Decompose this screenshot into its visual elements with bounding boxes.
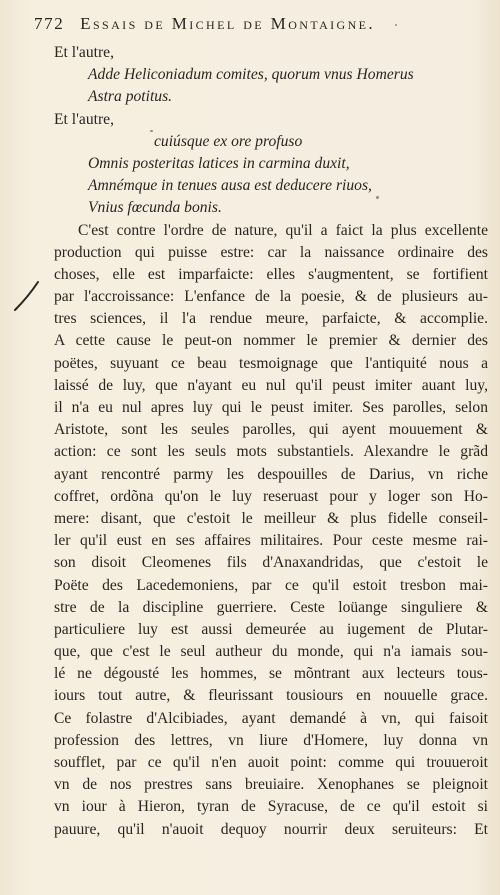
prose-line: choses, elle est imparfaicte: elles s'augmentent, se fortifient [54, 265, 488, 283]
running-head [34, 14, 486, 34]
prose-line: par l'accroissance: L'enfance de la poesie, & de plusieurs au- [54, 288, 488, 306]
prose-line: Ce folastre d'Alcibiades, ayant demandé à vn, qui faisoit [54, 709, 488, 727]
prose-line: tres sciences, il l'a rendue meure, parfaicte, & accomplie. [54, 310, 488, 328]
prose-line: il n'a eu nul apres luy qui le peust imiter. Ses parolles, selon [54, 399, 488, 416]
verse-line: Astra potitus. [88, 88, 173, 106]
verse-line: Adde Heliconiadum comites, quorum vnus Homerus [88, 66, 414, 84]
running-title: Essais de Michel de Montaigne. [80, 14, 376, 33]
prose-line: son disoit Cleomenes fils d'Anaxandridas, que c'estoit le [54, 554, 488, 572]
prose-line: C'est contre l'ordre de nature, qu'il a faict la plus excellente [78, 221, 488, 239]
prose-line: lé ne dégousté les hommes, se mõntrant aux lecteurs tous- [54, 665, 488, 683]
verse-intro: Et l'autre, [54, 110, 114, 128]
prose-line: vn de nos prestres sans breuiaire. Xenophanes se pleignoit [54, 776, 488, 794]
prose-line: ayant rencontré parmy les despouilles de Darius, vn riche [54, 465, 488, 483]
prose-line: pauure, qu'il n'auoit dequoy nourrir deux seruiteurs: Et [54, 820, 488, 838]
verse-line: Omnis posteritas latices in carmina duxit, [88, 154, 350, 172]
handwritten-slash-mark-icon [12, 279, 42, 313]
prose-line: Poëte des Lacedemoniens, par ce qu'il estoit tresbon mai- [54, 576, 488, 594]
prose-line: A cette cause le peut-on nommer le premier & dernier des [54, 332, 488, 350]
page-number: 772 [34, 14, 65, 33]
prose-paragraph [54, 220, 488, 841]
verse-line: Amnémque in tenues ausa est deducere riuos, [88, 177, 372, 195]
prose-line: vn iour à Hieron, tyran de Syracuse, de ce qu'il estoit si [54, 798, 488, 816]
prose-line: iours tout autre, & fleurissant tousiours en nouuelle grace. [54, 687, 488, 705]
page-body [54, 42, 488, 841]
prose-line: action: ce sont les seuls mots substantiels. Alexandre le grãd [54, 443, 488, 461]
prose-line: soufflet, par ce qu'il n'en auoit point: comme qui trouueroit [54, 754, 488, 771]
prose-line: production qui puisse estre: car la naissance ordinaire des [54, 243, 488, 261]
prose-line: profession des lettres, vn liure d'Homere, luy donna vn [54, 731, 488, 749]
prose-line: mere: disant, que c'estoit le meilleur & plus fidelle conseil- [54, 509, 488, 527]
prose-line: Aristote, sont les seules parolles, qui ayent mouuement & [54, 421, 488, 439]
prose-line: poëtes, suyuant ce beau tesmoignage que l'antiquité nous a [54, 354, 488, 372]
prose-line: laissé de luy, que n'ayant eu nul qu'il peust imiter auant luy, [54, 376, 488, 394]
prose-line: stre de la discipline guerriere. Ceste loüange singuliere & [54, 598, 488, 616]
prose-line: ler qu'il eust en ses affaires militaires. Pour ceste mesme rai- [54, 532, 488, 550]
prose-line: que, que c'est le seul autheur du monde, qui n'a iamais sou- [54, 643, 488, 661]
prose-line: particuliere luy est aussi demeurée au iugement de Plutar- [54, 620, 488, 638]
verse-line: cuiúsque ex ore profuso [154, 132, 303, 150]
verse-intro: Et l'autre, [54, 44, 114, 61]
ink-fleck [395, 24, 397, 26]
prose-line: coffret, ordõna qu'on le luy reseruast pour y loger son Ho- [54, 487, 488, 505]
verse-line: Vnius fœcunda bonis. [88, 199, 222, 217]
